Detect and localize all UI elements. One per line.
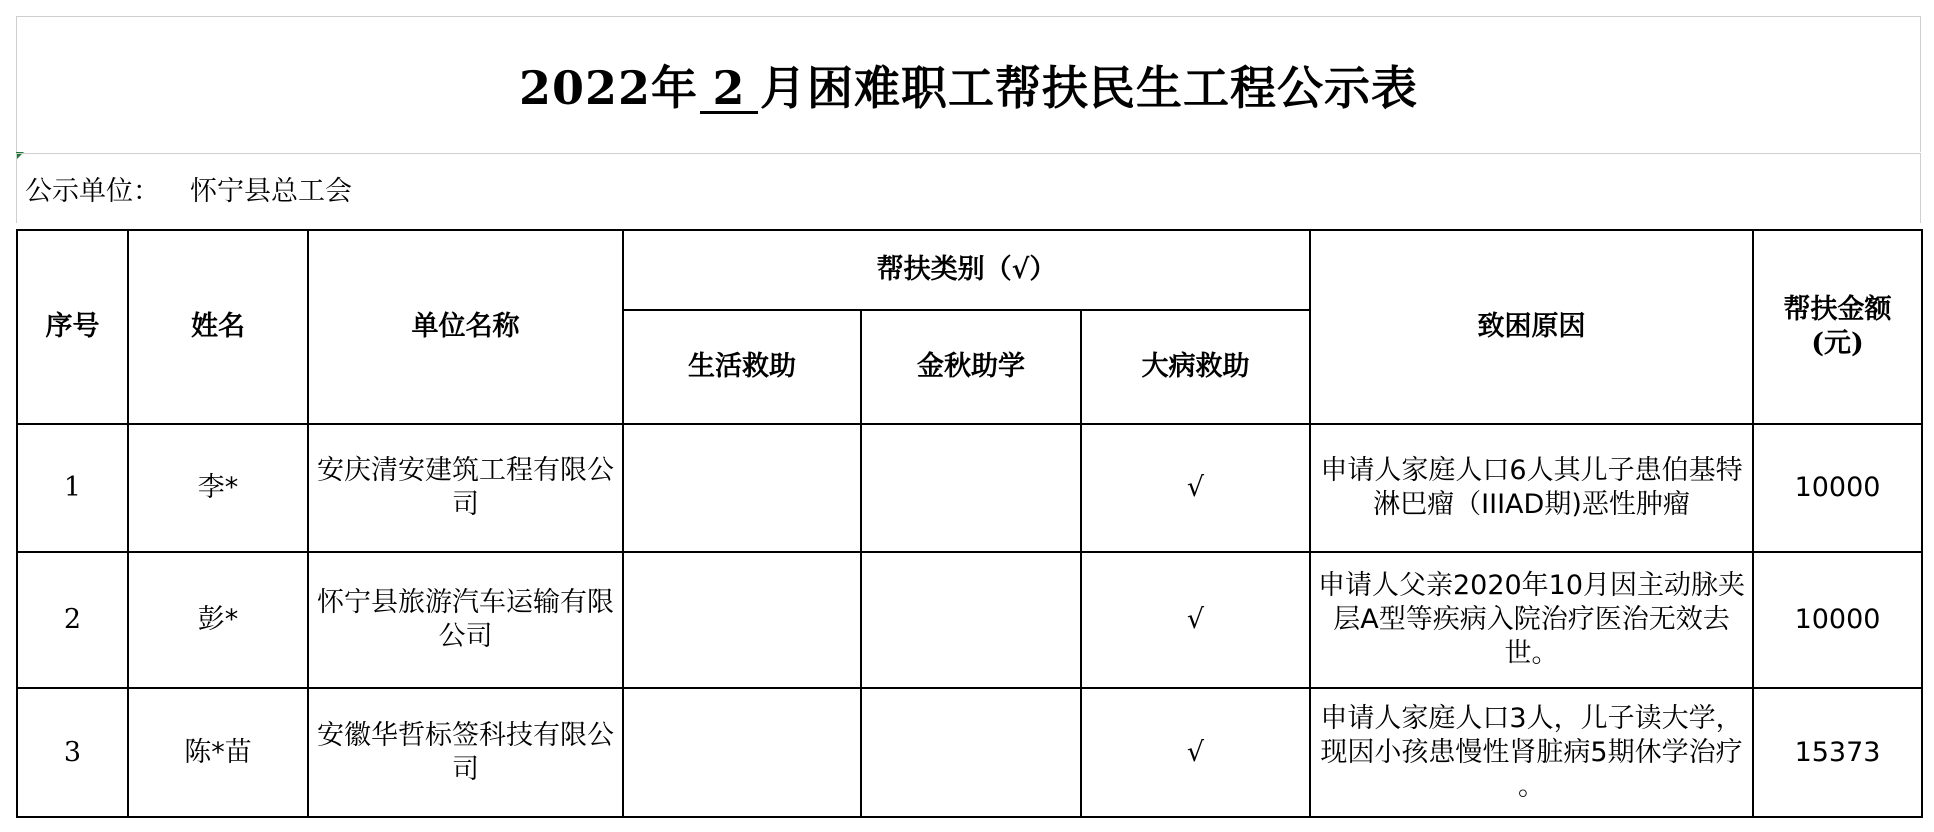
- title-month: 2: [700, 65, 758, 114]
- publishing-unit-label: 公示单位：: [25, 176, 160, 207]
- header-company: 单位名称: [308, 230, 623, 424]
- row-company: 怀宁县旅游汽车运输有限公司: [308, 552, 623, 688]
- row-seq: 3: [17, 688, 128, 817]
- row-reason: 申请人家庭人口6人其儿子患伯基特淋巴瘤（IIIAD期)恶性肿瘤: [1310, 424, 1753, 552]
- row-autumn-study: [861, 688, 1081, 817]
- header-reason: 致困原因: [1310, 230, 1753, 424]
- row-name: 彭*: [128, 552, 308, 688]
- row-amount: 10000: [1753, 424, 1922, 552]
- row-reason: 申请人父亲2020年10月因主动脉夹层A型等疾病入院治疗医治无效去世。: [1310, 552, 1753, 688]
- header-amount-line1: 帮扶金额: [1783, 294, 1892, 325]
- row-seq: 1: [17, 424, 128, 552]
- row-company: 安徽华哲标签科技有限公司: [308, 688, 623, 817]
- table-row: [17, 424, 1922, 552]
- publishing-unit-row: [16, 153, 1921, 223]
- header-name: 姓名: [128, 230, 308, 424]
- row-reason: 申请人家庭人口3人，儿子读大学，现因小孩患慢性肾脏病5期休学治疗 。: [1310, 688, 1753, 817]
- row-amount: 15373: [1753, 688, 1922, 817]
- row-living-aid: [623, 552, 861, 688]
- header-row-1: [17, 230, 1922, 310]
- row-illness-aid-check: √: [1081, 688, 1310, 817]
- header-amount-line2: (元): [1811, 328, 1864, 359]
- header-amount: [1753, 230, 1922, 424]
- header-living-aid: 生活救助: [623, 310, 861, 424]
- row-name: 陈*苗: [128, 688, 308, 817]
- title-row: [16, 16, 1921, 152]
- header-category-group: 帮扶类别（√）: [623, 230, 1310, 310]
- table-row: [17, 688, 1922, 817]
- row-amount: 10000: [1753, 552, 1922, 688]
- header-autumn-study: 金秋助学: [861, 310, 1081, 424]
- title-year: 2022年: [518, 60, 699, 115]
- row-seq: 2: [17, 552, 128, 688]
- row-autumn-study: [861, 424, 1081, 552]
- title-text: 月困难职工帮扶民生工程公示表: [760, 60, 1419, 115]
- row-living-aid: [623, 424, 861, 552]
- row-company: 安庆清安建筑工程有限公司: [308, 424, 623, 552]
- publishing-unit-name: 怀宁县总工会: [190, 176, 352, 207]
- row-name: 李*: [128, 424, 308, 552]
- page-title: [519, 52, 1418, 118]
- header-seq: 序号: [17, 230, 128, 424]
- spreadsheet-sheet: [16, 16, 1921, 816]
- header-illness-aid: 大病救助: [1081, 310, 1310, 424]
- table-row: [17, 552, 1922, 688]
- row-illness-aid-check: √: [1081, 552, 1310, 688]
- row-autumn-study: [861, 552, 1081, 688]
- row-living-aid: [623, 688, 861, 817]
- assistance-table: [16, 229, 1923, 818]
- row-illness-aid-check: √: [1081, 424, 1310, 552]
